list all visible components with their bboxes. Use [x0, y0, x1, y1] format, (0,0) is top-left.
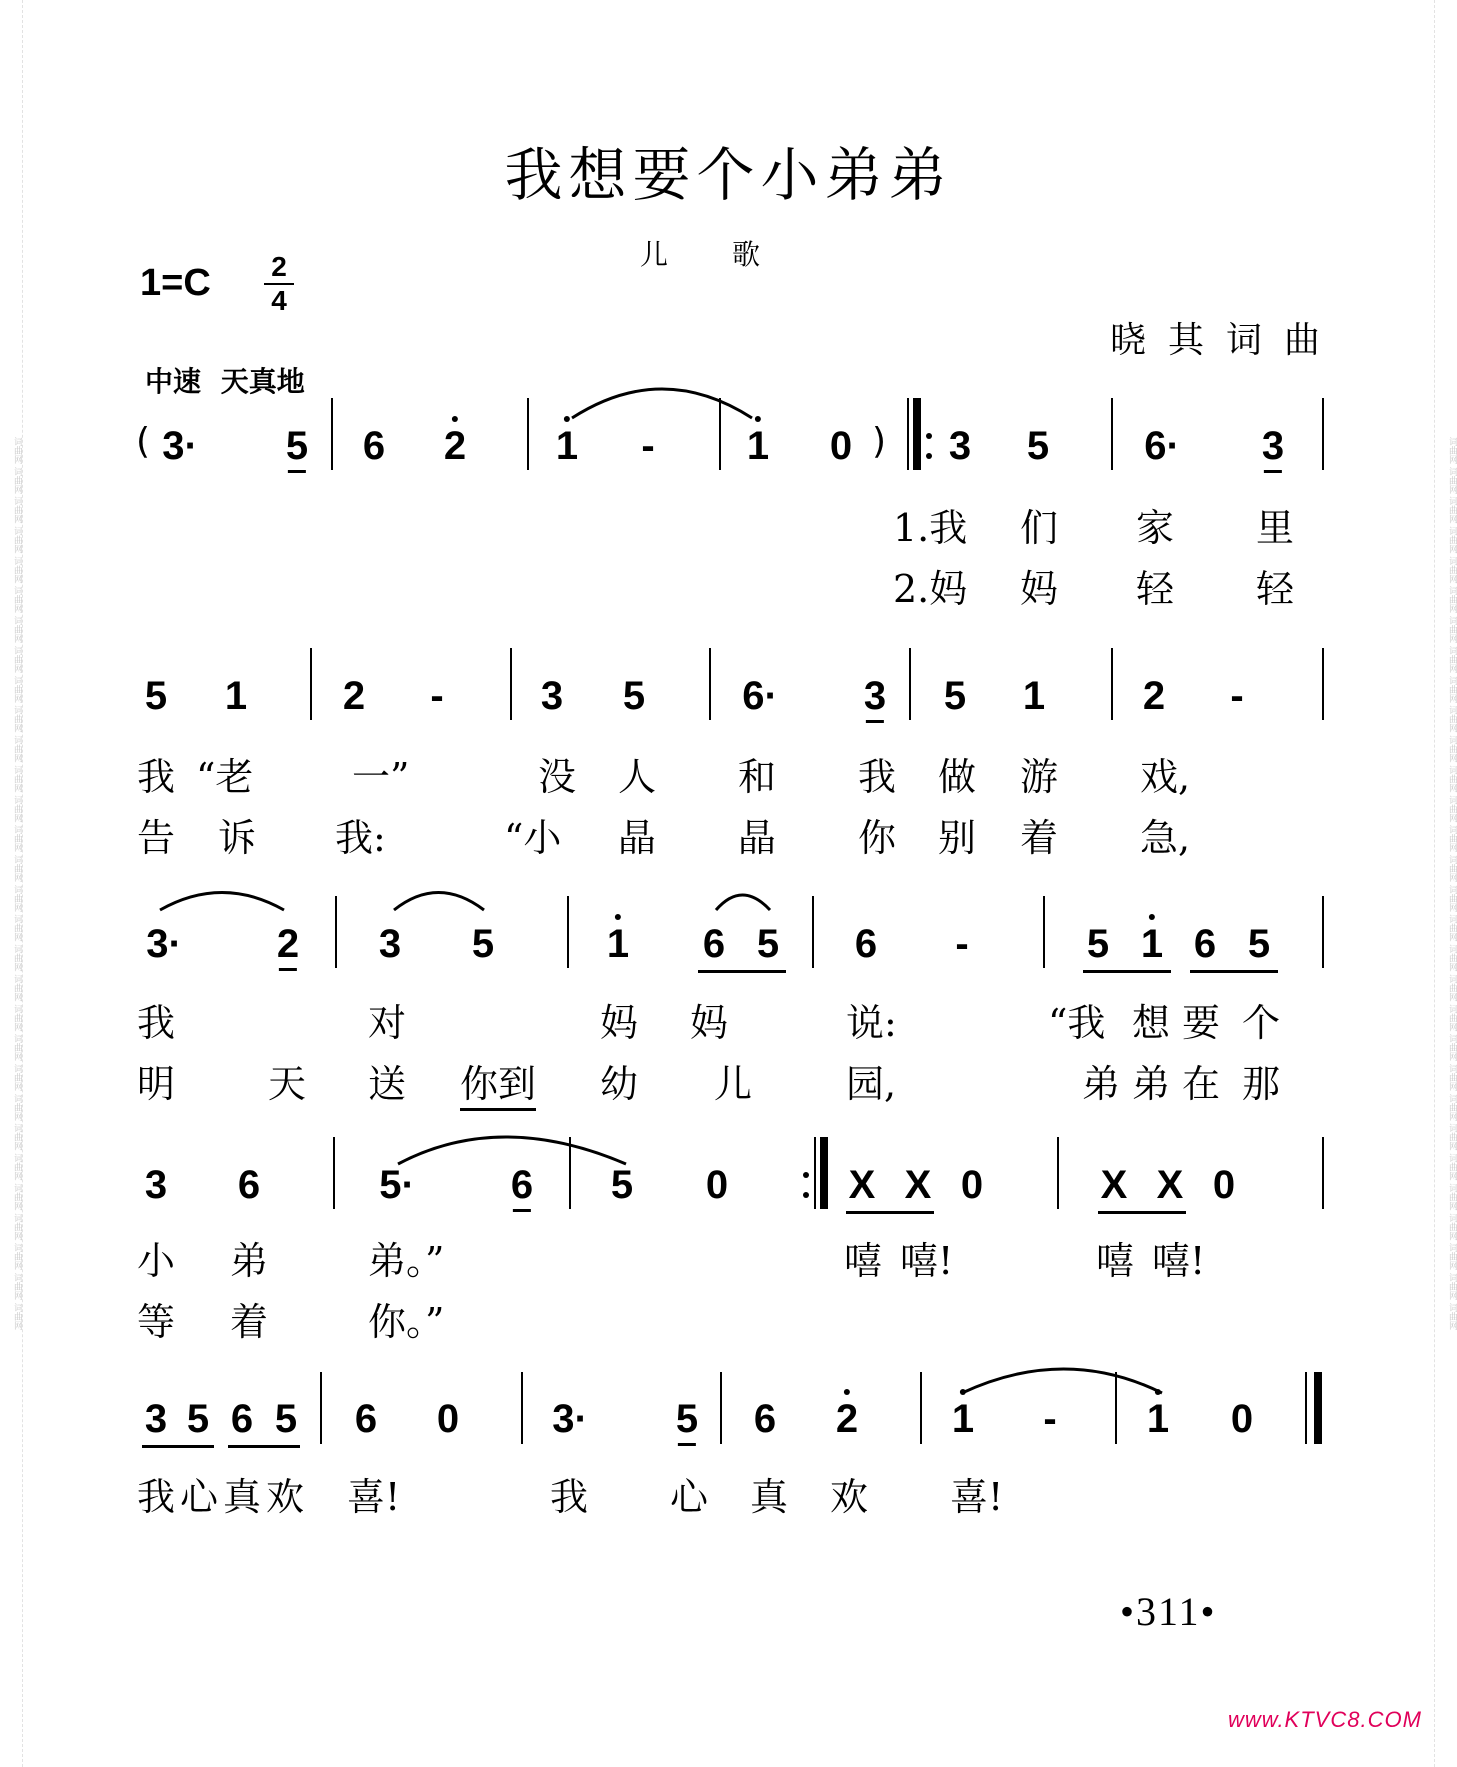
note: X [848, 1163, 876, 1207]
slur-tie [572, 389, 752, 418]
note: 0 [960, 1163, 984, 1207]
note: 0 [705, 1163, 729, 1207]
slur-tie [394, 893, 484, 911]
note [444, 424, 466, 469]
lyric-syllable: 家 [1136, 506, 1175, 550]
lyric-syllable: 嘻 [844, 1239, 883, 1283]
note-label: 1 [606, 922, 630, 966]
lyric-syllable: 嘻 [1096, 1239, 1135, 1283]
lyric-line-verse-2 [0, 558, 1457, 611]
note [747, 424, 769, 469]
lyric-syllable: 天 [268, 1062, 307, 1106]
note: 3 [948, 424, 972, 468]
lyric-syllable: 嘻! [900, 1239, 954, 1283]
barline [335, 896, 337, 968]
barline [521, 1372, 523, 1444]
note-label: 2 [835, 1397, 859, 1441]
lyric-syllable: 游 [1020, 755, 1059, 799]
note: 6 [354, 1397, 378, 1441]
barline [1322, 648, 1324, 720]
note: 5 [274, 1397, 298, 1441]
note: 2 [342, 674, 366, 718]
note: 3 [863, 674, 887, 718]
note: 5 [1247, 922, 1271, 966]
lyric-syllable: 幼 [600, 1062, 639, 1106]
barline [1322, 1137, 1324, 1209]
lyric-syllable: 弟。” [368, 1239, 445, 1283]
lyric-syllable: 嘻! [1152, 1239, 1206, 1283]
slur-tie [716, 895, 770, 910]
repeat-dots [803, 1166, 809, 1204]
lyric-syllable: 弟 [1132, 1062, 1171, 1106]
lyric-syllable: 个 [1242, 1001, 1281, 1045]
lyric-syllable: 园, [846, 1062, 897, 1106]
lyric-syllable: 欢 [830, 1475, 869, 1519]
note: 6 [362, 424, 386, 468]
lyric-syllable: 我: [335, 816, 386, 860]
lyric-syllable: 戏, [1140, 755, 1191, 799]
barline [1322, 398, 1324, 470]
note: 5 [1026, 424, 1050, 468]
final-barline-thick [1314, 1372, 1322, 1444]
lyric-syllable: 心 [670, 1475, 709, 1519]
lyric-syllable: 我 [137, 755, 176, 799]
note: 6· [1144, 424, 1180, 468]
lyric-syllable: 真 [223, 1475, 262, 1519]
note: 5 [186, 1397, 210, 1441]
barline [569, 1137, 571, 1209]
open-parenthesis: ( [136, 421, 151, 462]
lyric-line-verse-1 [0, 746, 1457, 799]
time-signature-top: 2 [271, 251, 287, 282]
lyric-syllable: 小 [137, 1239, 176, 1283]
note: 3· [552, 1397, 588, 1441]
lyric-syllable: 弟 [230, 1239, 269, 1283]
note: 0 [829, 424, 853, 468]
lyric-syllable: 告 [137, 816, 176, 860]
note: 6 [1193, 922, 1217, 966]
lyric-syllable: 等 [137, 1300, 176, 1344]
note [1147, 1397, 1169, 1442]
lyric-syllable: 和 [738, 755, 777, 799]
barline [909, 648, 911, 720]
lyric-syllable: 送 [368, 1062, 407, 1106]
lyric-syllable: “老 [196, 755, 254, 799]
lyric-syllable: 欢 [266, 1475, 305, 1519]
lyric-line-verse-1 [0, 992, 1457, 1045]
lyric-syllable: 们 [1020, 506, 1059, 550]
note: 5 [471, 922, 495, 966]
note: 1 [1022, 674, 1046, 718]
lyric-syllable: 妈 [600, 1001, 639, 1045]
lyric-syllable: 人 [618, 755, 657, 799]
note: 2 [276, 922, 300, 966]
barline [920, 1372, 922, 1444]
lyric-syllable: 妈 [1020, 567, 1059, 611]
beam [1190, 970, 1278, 973]
barline [333, 1137, 335, 1209]
note: X [904, 1163, 932, 1207]
lyric-syllable: 做 [938, 755, 977, 799]
barline [510, 648, 512, 720]
barline [1111, 648, 1113, 720]
note-label: 1 [1140, 922, 1164, 966]
barline [719, 398, 721, 470]
note [836, 1397, 858, 1442]
close-parenthesis: ) [872, 421, 887, 462]
lyric-syllable: 你。” [368, 1300, 445, 1344]
lyric-syllable-underlined: 你到 [460, 1053, 536, 1111]
slur-tie [160, 893, 284, 911]
lyric-syllable: 诉 [218, 816, 257, 860]
note: 5 [675, 1397, 699, 1441]
lyric-syllable: 着 [1020, 816, 1059, 860]
barline [720, 1372, 722, 1444]
lyric-syllable: 你 [858, 816, 897, 860]
note: 3 [1261, 424, 1285, 468]
lyric-syllable: 我 [858, 755, 897, 799]
note: 6 [510, 1163, 534, 1207]
barline [814, 1137, 816, 1209]
lyric-syllable: 真 [750, 1475, 789, 1519]
lyric-syllable: 对 [368, 1001, 407, 1045]
repeat-end-bar [820, 1137, 828, 1209]
lyric-syllable: 2.妈 [893, 567, 968, 611]
note: 3 [378, 922, 402, 966]
lyric-line-verse-2 [0, 1053, 1457, 1106]
beam [1083, 970, 1171, 973]
note: 6 [854, 922, 878, 966]
note-label: 1 [746, 424, 770, 468]
lyric-syllable: 喜! [950, 1475, 1004, 1519]
lyric-syllable: “小 [504, 816, 562, 860]
lyric-syllable: 要 [1182, 1001, 1221, 1045]
note: 5 [610, 1163, 634, 1207]
beam [142, 1445, 214, 1448]
lyric-line-verse-1 [0, 1230, 1457, 1283]
lyric-syllable: 在 [1182, 1062, 1221, 1106]
barline [1111, 398, 1113, 470]
repeat-start-bar [913, 398, 921, 470]
note: 6· [742, 674, 778, 718]
lyric-syllable: 一” [352, 755, 410, 799]
note: 5· [379, 1163, 415, 1207]
author-credit: 晓其词曲 [1110, 320, 1343, 361]
lyric-line-verse-1 [0, 497, 1457, 550]
right-margin-watermark-strip: 词曲网 词曲网 词曲网 词曲网 词曲网 词曲网 词曲网 词曲网 词曲网 词曲网 词曲网 词曲网 词曲网 词曲网 词曲网 词曲网 词曲网 词曲网 词曲网 词曲网 词曲网 词曲网 词曲网 词曲网 词曲网 词曲网 词曲网 词曲网 词曲网 词曲网 [1434, 0, 1457, 1767]
beam [228, 1445, 300, 1448]
note: 2 [1142, 674, 1166, 718]
note: 5 [622, 674, 646, 718]
lyric-syllable: 明 [137, 1062, 176, 1106]
lyric-syllable: 那 [1242, 1062, 1281, 1106]
barline [812, 896, 814, 968]
note [556, 424, 578, 469]
barline [320, 1372, 322, 1444]
lyric-syllable: 轻 [1256, 567, 1295, 611]
barline [1057, 1137, 1059, 1209]
note: X [1100, 1163, 1128, 1207]
barline [709, 648, 711, 720]
barline [1043, 896, 1045, 968]
genre-label: 儿歌 [640, 238, 825, 271]
note: X [1156, 1163, 1184, 1207]
barline [1115, 1372, 1117, 1444]
note [607, 922, 629, 967]
note: - [1230, 674, 1244, 718]
lyric-line [0, 1466, 1457, 1519]
lyric-syllable: 1.我 [893, 506, 968, 550]
note: 5 [285, 424, 309, 468]
note-label: 1 [1146, 1397, 1170, 1441]
note: 3 [144, 1397, 168, 1441]
final-barline-thin [1305, 1372, 1307, 1444]
note: 6 [237, 1163, 261, 1207]
lyric-syllable: “我 [1048, 1001, 1106, 1045]
note: 5 [1086, 922, 1110, 966]
left-margin-watermark-strip: 词曲网 词曲网 词曲网 词曲网 词曲网 词曲网 词曲网 词曲网 词曲网 词曲网 词曲网 词曲网 词曲网 词曲网 词曲网 词曲网 词曲网 词曲网 词曲网 词曲网 词曲网 词曲网 词曲网 词曲网 词曲网 词曲网 词曲网 词曲网 词曲网 词曲网 [0, 0, 23, 1767]
note: 0 [1230, 1397, 1254, 1441]
barline [567, 896, 569, 968]
lyric-syllable: 我 [137, 1475, 176, 1519]
barline [310, 648, 312, 720]
note: - [955, 922, 969, 966]
lyric-syllable: 我 [550, 1475, 589, 1519]
note: 6 [753, 1397, 777, 1441]
beam [1098, 1211, 1186, 1214]
lyric-syllable: 弟 [1082, 1062, 1121, 1106]
lyric-syllable: 我 [137, 1001, 176, 1045]
note-label: 1 [555, 424, 579, 468]
beam [846, 1211, 934, 1214]
note: 1 [224, 674, 248, 718]
lyric-syllable: 晶 [738, 816, 777, 860]
song-title: 我想要个小弟弟 [504, 141, 953, 209]
key-signature: 1=C [140, 262, 211, 304]
note: 3· [162, 424, 198, 468]
note-label: 2 [443, 424, 467, 468]
lyric-syllable: 儿 [714, 1062, 753, 1106]
note: 3 [144, 1163, 168, 1207]
lyric-line-verse-2 [0, 1291, 1457, 1344]
note: - [641, 424, 655, 468]
note: 5 [756, 922, 780, 966]
lyric-syllable: 里 [1256, 506, 1295, 550]
slur-tie [962, 1369, 1162, 1393]
lyric-syllable: 别 [938, 816, 977, 860]
note: 0 [1212, 1163, 1236, 1207]
repeat-dots [926, 427, 932, 465]
note: 5 [144, 674, 168, 718]
note [1141, 922, 1163, 967]
page-number: •311• [1120, 1589, 1217, 1634]
note-label: 1 [951, 1397, 975, 1441]
lyric-syllable: 心 [180, 1475, 219, 1519]
lyric-syllable: 说: [846, 1001, 897, 1045]
lyric-syllable: 急, [1140, 816, 1191, 860]
lyric-line-verse-2 [0, 807, 1457, 860]
site-watermark: www.KTVC8.COM [1228, 1707, 1422, 1732]
note: 6 [230, 1397, 254, 1441]
barline [331, 398, 333, 470]
barline [1322, 896, 1324, 968]
lyric-syllable: 没 [538, 755, 577, 799]
lyric-syllable: 着 [230, 1300, 269, 1344]
note: 5 [943, 674, 967, 718]
lyric-syllable: 喜! [347, 1475, 401, 1519]
barline [907, 398, 909, 470]
note: 0 [436, 1397, 460, 1441]
note: 3 [540, 674, 564, 718]
lyric-syllable: 妈 [690, 1001, 729, 1045]
barline [527, 398, 529, 470]
note: 3· [146, 922, 182, 966]
slur-tie [398, 1137, 626, 1164]
time-signature-bottom: 4 [271, 285, 287, 316]
tempo-marking: 中速 天真地 [145, 365, 305, 398]
note [952, 1397, 974, 1442]
note: - [1043, 1397, 1057, 1441]
lyric-syllable: 轻 [1136, 567, 1175, 611]
beam [698, 970, 786, 973]
lyric-syllable: 晶 [618, 816, 657, 860]
note: 6 [702, 922, 726, 966]
lyric-syllable: 想 [1132, 1001, 1171, 1045]
note: - [430, 674, 444, 718]
